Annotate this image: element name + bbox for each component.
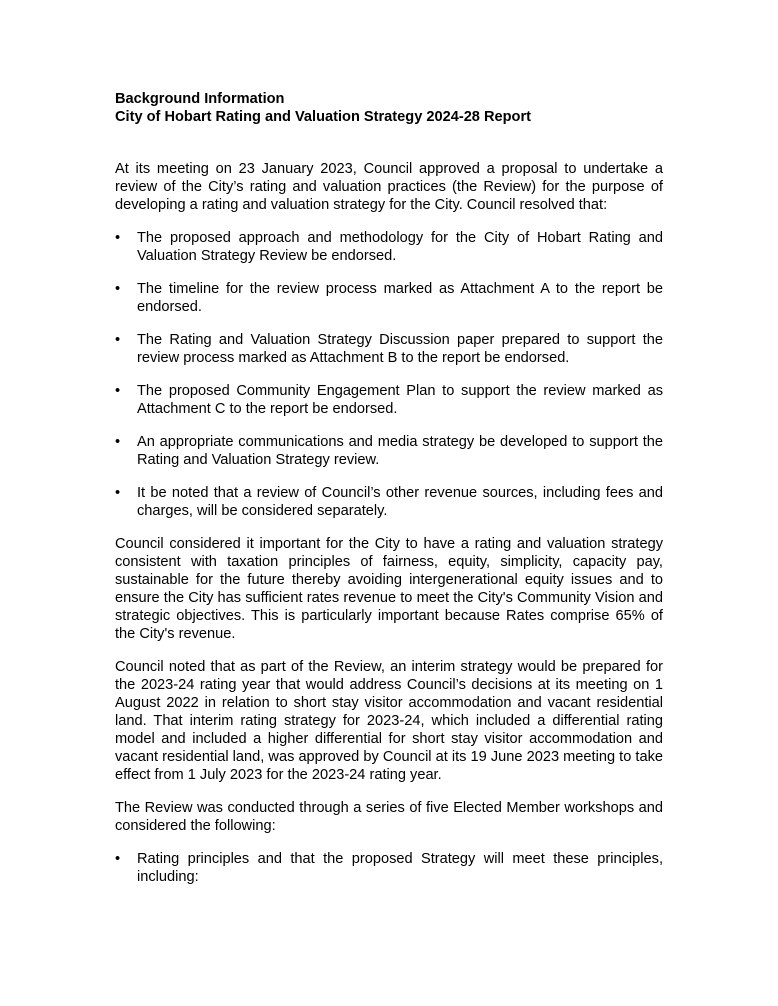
bullet-icon: • [115, 230, 121, 246]
intro-paragraph: At its meeting on 23 January 2023, Council approved a proposal to undertake a review of the City’s rating and valuation practices (the Review) for the purpose of developing a rating and valuation strategy for the City. Council resolved that: [115, 161, 663, 213]
resolution-text: The proposed Community Engagement Plan to support the review marked as Attachment C to the report be endorsed. [137, 383, 663, 417]
list-item [115, 280, 663, 316]
report-title: City of Hobart Rating and Valuation Strategy 2024-28 Report [115, 109, 531, 125]
resolution-text: An appropriate communications and media strategy be developed to support the Rating and Valuation Strategy review. [137, 434, 663, 468]
resolutions-list [115, 229, 663, 520]
importance-paragraph: Council considered it important for the City to have a rating and valuation strategy consistent with taxation principles of fairness, equity, simplicity, capacity pay, sustainable for the future thereby avoiding intergenerational equity issues and to ensure the City has sufficient rates revenue to meet the City's Community Vision and strategic objectives. This is particularly important because Rates comprise 65% of the City's revenue. [115, 536, 663, 642]
list-item [115, 484, 663, 520]
bullet-icon: • [115, 383, 121, 399]
list-item [115, 229, 663, 265]
bullet-icon: • [115, 281, 121, 297]
list-item [115, 433, 663, 469]
interim-strategy-paragraph: Council noted that as part of the Review, an interim strategy would be prepared for the 2023-24 rating year that would address Council’s decisions at its meeting on 1 August 2022 in relation to short stay visitor accommodation and vacant residential land. That interim rating strategy for 2023-24, which included a differential rating model and included a higher differential for short stay visitor accommodation and vacant residential land, was approved by Council at its 19 June 2023 meeting to take effect from 1 July 2023 for the 2023-24 rating year. [115, 659, 663, 783]
resolution-text: It be noted that a review of Council’s other revenue sources, including fees and charges, will be considered separately. [137, 485, 663, 519]
bullet-icon: • [115, 851, 121, 867]
considerations-list [115, 850, 663, 886]
list-item [115, 331, 663, 367]
heading-block [115, 90, 663, 126]
list-item [115, 850, 663, 886]
section-heading: Background Information [115, 91, 285, 107]
resolution-text: The proposed approach and methodology for the City of Hobart Rating and Valuation Strategy Review be endorsed. [137, 230, 663, 264]
consideration-text: Rating principles and that the proposed Strategy will meet these principles, including: [137, 851, 663, 885]
bullet-icon: • [115, 485, 121, 501]
resolution-text: The Rating and Valuation Strategy Discussion paper prepared to support the review process marked as Attachment B to the report be endorsed. [137, 332, 663, 366]
list-item [115, 382, 663, 418]
review-paragraph: The Review was conducted through a series of five Elected Member workshops and considered the following: [115, 800, 663, 834]
resolution-text: The timeline for the review process marked as Attachment A to the report be endorsed. [137, 281, 663, 315]
bullet-icon: • [115, 434, 121, 450]
bullet-icon: • [115, 332, 121, 348]
document-page [115, 90, 663, 901]
